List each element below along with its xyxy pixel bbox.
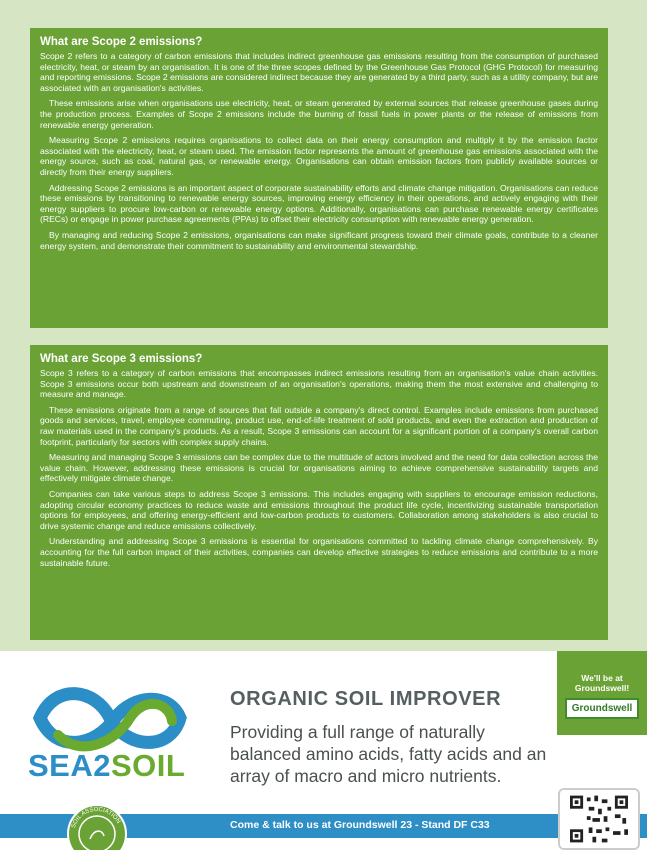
groundswell-logo: Groundswell	[565, 698, 640, 719]
brand-part-soil: SOIL	[110, 748, 186, 783]
brand-part-sea2: SEA2	[28, 748, 111, 783]
badge-line: We'll be at	[581, 673, 623, 683]
scope2-heading: What are Scope 2 emissions?	[40, 36, 203, 48]
scope2-paragraph: Addressing Scope 2 emissions is an important aspect of corporate sustainability efforts and climate change mitigation. Organisations can reduce these emissions by transitioning to renewable energy sources, improving energy efficiency in their operations, and actively engaging with their energy suppliers to procure low-carbon or renewable energy options. Additionally, organisations can purchase renewable energy certificates (RECs) or engage in power purchase agreements (PPAs) to offset their electricity consumption with renewable energy generation.	[40, 182, 598, 225]
scope3-paragraph: Scope 3 refers to a category of carbon emissions that encompasses indirect emissions resulting from an organisation's value chain activities. Scope 3 emissions occur both upstream and downstream of an organisation's operations, making them the most extensive and challenging to measure and manage.	[40, 368, 598, 400]
ad-title: ORGANIC SOIL IMPROVER	[230, 688, 502, 710]
groundswell-badge	[557, 651, 647, 735]
badge-line: Groundswell!	[574, 683, 630, 693]
scope2-paragraph: These emissions arise when organisations use electricity, heat, or steam generated by external sources that release greenhouse gases during the production process. Examples of Scope 2 emissions include the burning of fossil fuels in power plants or the release of emissions from renewable energy generation.	[40, 98, 598, 130]
scope2-paragraph: Measuring Scope 2 emissions requires organisations to collect data on their energy consumption and multiply it by the emission factor associated with the electricity, heat, or steam used. The emission factor represents the amount of greenhouse gas emissions associated with the energy source, such as coal, natural gas, or renewable energy. Organisations can obtain emission factors from publicly available sources or directly from their energy suppliers.	[40, 135, 598, 177]
soil-association-seal-icon	[66, 803, 128, 850]
qr-code-icon[interactable]	[558, 788, 640, 850]
stand-banner-text: Come & talk to us at Groundswell 23 - Stand DF C33	[230, 819, 490, 831]
scope3-paragraph: Understanding and addressing Scope 3 emissions is essential for organisations committed to tackling climate change comprehensively. By accounting for the full carbon impact of their activities, companies can develop effective strategies to reduce emissions and contribute to a more sustainable future.	[40, 536, 598, 568]
scope2-paragraph: Scope 2 refers to a category of carbon emissions that includes indirect greenhouse gas emissions resulting from the consumption of purchased electricity, heat, or steam by an organisation. It is one of the three scopes defined by the Greenhouse Gas Protocol (GHG Protocol) for measuring and reporting emissions. Scope 2 emissions are considered indirect because they are generated by a third party, such as a utility company, but are associated with an organisation's activities.	[40, 51, 598, 93]
sea2soil-advert	[0, 651, 647, 850]
svg-text:SOIL ASSOCIATION: SOIL ASSOCIATION	[70, 806, 122, 829]
ad-description: Providing a full range of naturally balanced amino acids, fatty acids and an array of macro and micro nutrients.	[230, 722, 547, 786]
scope3-paragraph: Measuring and managing Scope 3 emissions can be complex due to the multitude of actors involved and the need for data collection across the value chain. However, addressing these emissions is crucial for organisations aiming to achieve comprehensive sustainability targets and effectively mitigate climate change.	[40, 452, 598, 484]
scope3-panel	[30, 345, 608, 640]
scope3-heading: What are Scope 3 emissions?	[40, 353, 203, 365]
scope2-panel	[30, 28, 608, 328]
scope3-paragraph: Companies can take various steps to address Scope 3 emissions. This includes engaging with suppliers to encourage emission reductions, adopting circular economy practices to reduce waste and emissions throughout the product life cycle, incentivizing sustainable transportation options for employees, and offering energy-efficient and low-carbon products to customers. Collaboration among stakeholders is also crucial to drive systemic change and reduce emissions collectively.	[40, 488, 598, 531]
scope3-paragraph: These emissions originate from a range of sources that fall outside a company's direct control. Examples include emissions from purchased goods and services, travel, employee commuting, product use, end-of-life treatment of sold products, and even the extraction and production of raw materials used in the company's products. As a result, Scope 3 emissions can account for a significant portion of a company's overall carbon footprint, particularly for sectors with complex supply chains.	[40, 404, 598, 447]
brand-wordmark	[28, 748, 185, 784]
scope2-paragraph: By managing and reducing Scope 2 emissions, organisations can make significant progress toward their climate goals, contribute to a cleaner energy system, and demonstrate their commitment to sustainability and environmental stewardship.	[40, 229, 598, 251]
